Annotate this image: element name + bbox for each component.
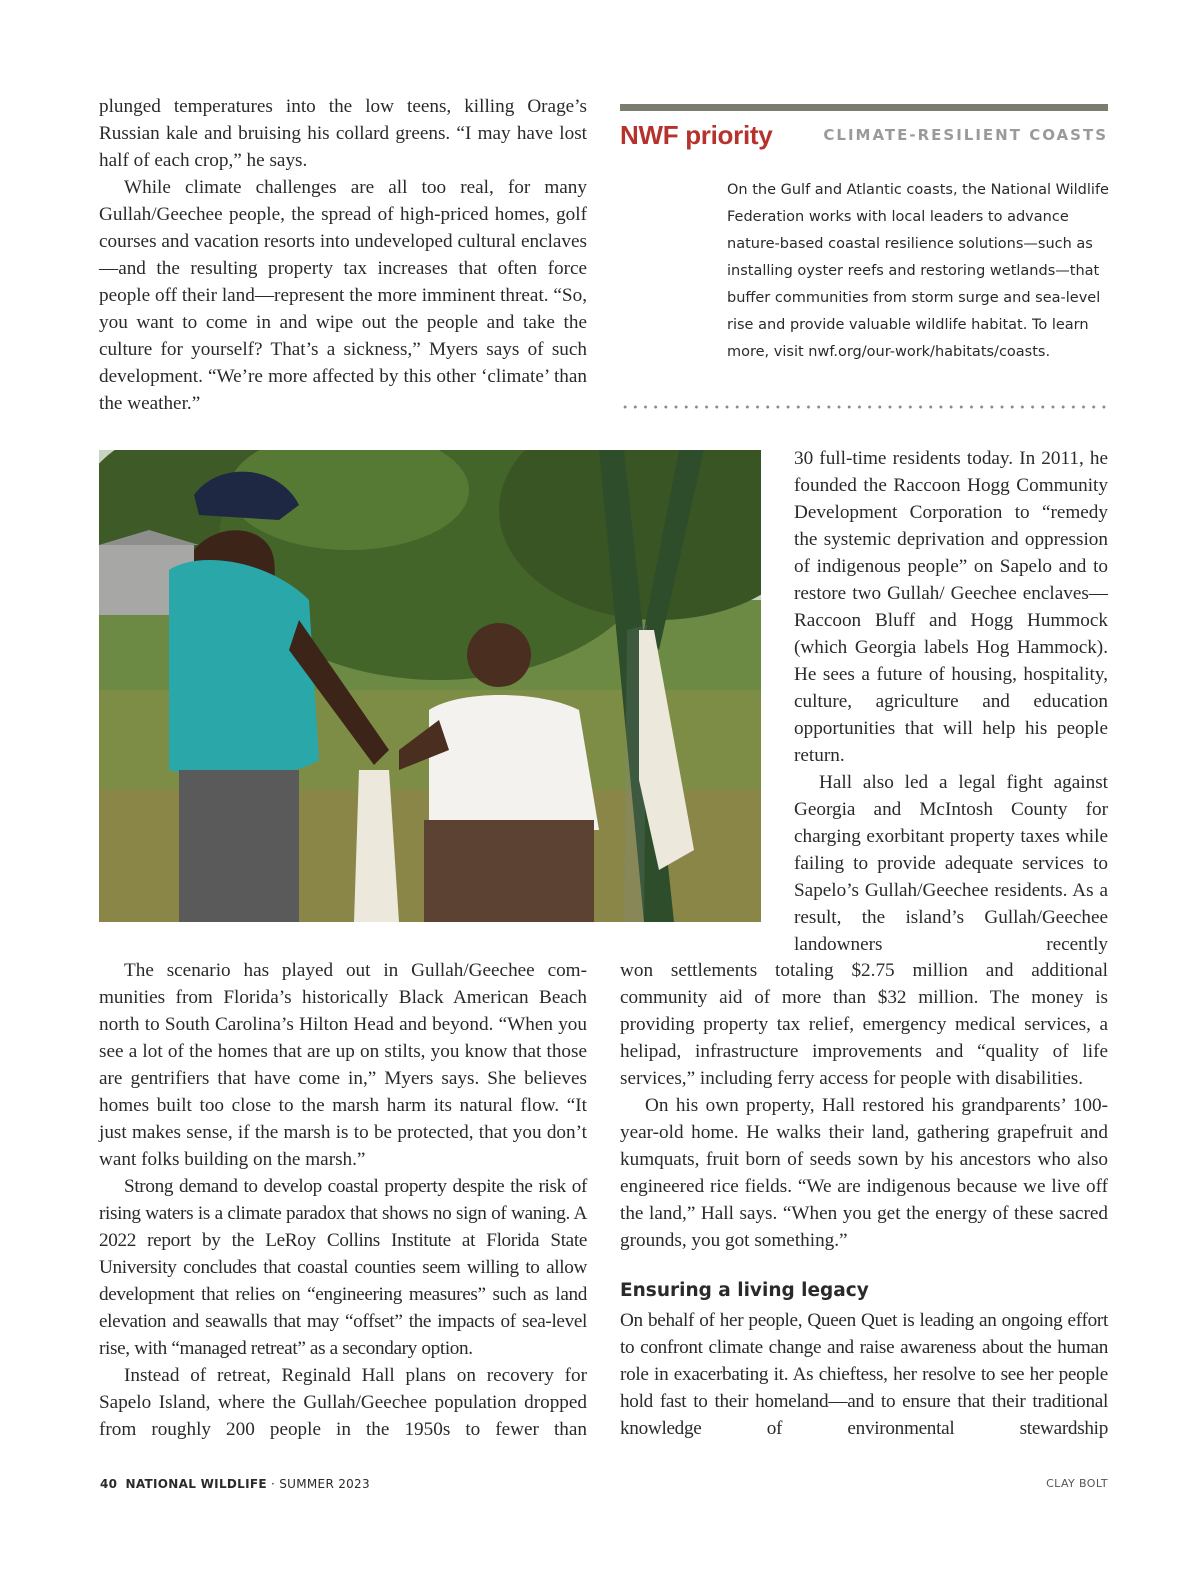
sidebar-tag: CLIMATE-RESILIENT COASTS (823, 126, 1108, 144)
magazine-name: NATIONAL WILDLIFE (125, 1477, 267, 1491)
photo-credit: CLAY BOLT (1046, 1477, 1108, 1490)
sidebar-body: On the Gulf and Atlantic coasts, the National Wildlife Federation works with local leaders to advance nature-based coastal resilience solutions—such as installing oyster reefs and restoring wetlands—that buffer communities from storm surge and sea-level rise and provide valuable wildlife habitat. To learn more, visit nwf.org/our-work/habitats/coasts. (727, 182, 1109, 360)
sidebar-title: NWF priority (620, 120, 773, 150)
body-paragraph: 30 full-time residents today. In 2011, he founded the Raccoon Hogg Community Development Corporation to “remedy the systemic deprivation and oppression of indigenous people” on Sapelo and to restore two Gullah/ Geechee enclaves—Raccoon Bluff and Hogg Hummock (which Georgia labels Hog Hammock). He sees a future of housing, hospitality, culture, agriculture and education opportunities that will help his people return. (794, 448, 1108, 766)
right-column-after-subhead (620, 1307, 1108, 1442)
sidebar-dotted-rule (620, 405, 1110, 409)
footer-separator: · (271, 1477, 276, 1491)
body-paragraph: While climate challenges are all too real, for many Gullah/Geechee people, the spread of high-priced homes, golf courses and vacation resorts into undeveloped cultural enclaves—and the resulting property tax increases that often force people off their land—represent the more imminent threat. “So, you want to come in and wipe out the people and take the culture for yourself? That’s a sickness,” Myers says of such development. “We’re more affected by this other ‘climate’ than the weather.” (99, 177, 587, 414)
photo-illustration (99, 450, 761, 922)
section-subhead: Ensuring a living legacy (620, 1280, 869, 1301)
left-column-top (99, 93, 587, 417)
right-column-bottom (620, 957, 1108, 1254)
body-paragraph: won settlements totaling $2.75 million and additional community aid of more than $32 million. The money is providing property tax relief, emergency medical services, a helipad, infrastructure improvements and “quality of life services,” including ferry access for people with disabilities. (620, 960, 1108, 1089)
body-paragraph: Instead of retreat, Reginald Hall plans on recovery for Sapelo Island, where the Gullah/Geechee population dropped from roughly 200 people in the 1950s to fewer than (99, 1365, 587, 1440)
body-paragraph: The scenario has played out in Gullah/Geechee communities from Florida’s historically Black American Beach north to South Carolina’s Hilton Head and beyond. “When you see a lot of the homes that are up on stilts, you know that those are gentrifiers that have come in,” Myers says. She believes homes built too close to the marsh harm its natural flow. “It just makes sense, if the marsh is to be protected, that you don’t want folks building on the marsh.” (99, 960, 587, 1170)
page-number: 40 (100, 1477, 118, 1491)
issue-date: SUMMER 2023 (279, 1477, 370, 1491)
photo-net-mending (99, 450, 761, 922)
left-column-bottom (99, 957, 587, 1443)
right-column-mid (794, 445, 1108, 958)
sidebar-top-rule (620, 104, 1108, 111)
body-paragraph: On behalf of her people, Queen Quet is leading an ongoing effort to confront climate change and raise awareness about the human role in exacerbating it. As chieftess, her resolve to see her people hold fast to their homeland—and to ensure that their traditional knowledge of environmental stewardship (620, 1310, 1108, 1439)
page-footer (100, 1477, 370, 1491)
body-paragraph: On his own property, Hall restored his grandparents’ 100-year-old home. He walks their land, gathering grapefruit and kumquats, fruit born of seeds sown by his ancestors who also engineered rice fields. “We are indigenous because we live off the land,” Hall says. “When you get the energy of these sacred grounds, you got something.” (620, 1095, 1108, 1251)
body-paragraph: plunged temperatures into the low teens, killing Orage’s Russian kale and bruising his collard greens. “I may have lost half of each crop,” he says. (99, 96, 587, 171)
body-paragraph: Strong demand to develop coastal property despite the risk of rising waters is a climate paradox that shows no sign of waning. A 2022 report by the LeRoy Collins Institute at Florida State University concludes that coastal counties seem willing to allow development that relies on “engineering measures” such as land elevation and seawalls that may “offset” the impacts of sea-level rise, with “managed retreat” as a secondary option. (99, 1176, 587, 1359)
body-paragraph: Hall also led a legal fight against Georgia and McIntosh County for charging exorbitant property taxes while failing to provide adequate services to Sapelo’s Gullah/Geechee residents. As a result, the island’s Gullah/Geechee landowners recently (794, 772, 1108, 955)
